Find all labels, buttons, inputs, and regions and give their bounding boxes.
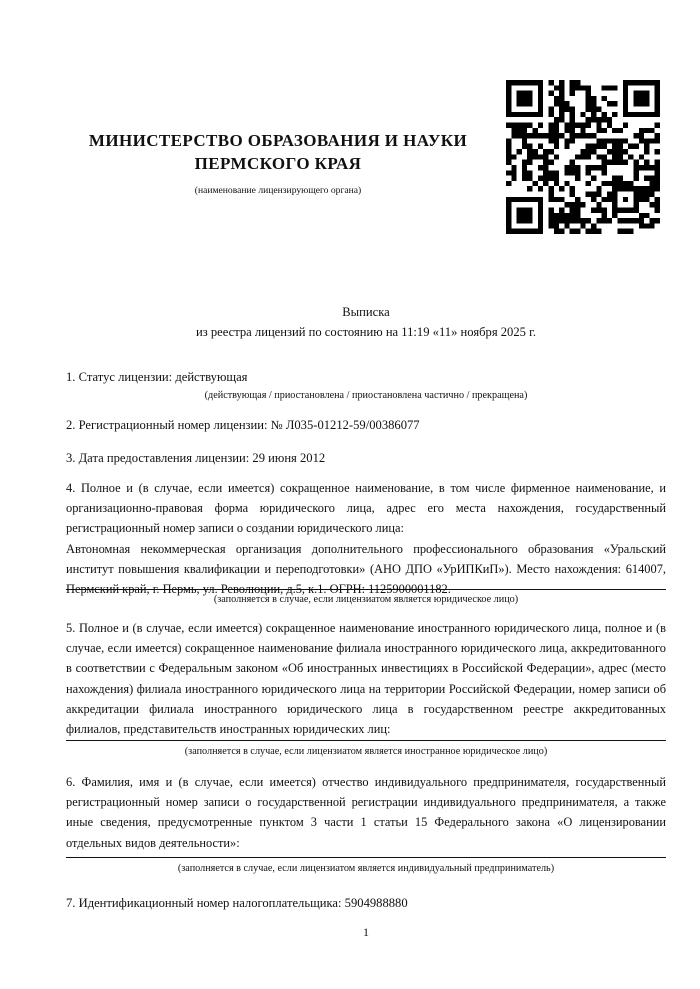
legal-entity-value: Автономная некоммерческая организация дополнительного профессионального образования «Уральский институт повышения квалификации и переподготовки» (АНО ДПО «УрИПКиП»). Место нахождения: 614007, Пермский край, г. Пермь, ул. Революции, д.5, к.1. ОГРН: 1125900001182. [66,541,666,597]
foreign-entity-fill-line [66,740,666,741]
entrepreneur-caption: (заполняется в случае, если лицензиатом является индивидуальный предприниматель) [177,863,555,874]
document-title [66,302,666,342]
ministry-header [58,129,498,175]
license-status-caption: (действующая / приостановлена / приостановлена частично / прекращена) [204,390,528,401]
ministry-name-line2: ПЕРМСКОГО КРАЯ [194,154,362,173]
legal-entity-fill-line [66,589,666,590]
ministry-header-caption: (наименование лицензирующего органа) [194,185,362,196]
registration-number-line: 2. Регистрационный номер лицензии: № Л035-01212-59/00386077 [66,418,420,432]
foreign-entity-section [66,618,666,739]
legal-entity-caption: (заполняется в случае, если лицензиатом является юридическое лицо) [213,594,519,605]
taxpayer-id-line: 7. Идентификационный номер налогоплательщика: 5904988880 [66,896,408,910]
qr-code-image [506,80,660,234]
grant-date-line: 3. Дата предоставления лицензии: 29 июня 2012 [66,451,326,465]
entrepreneur-section [66,772,666,853]
document-title-line1: Выписка [342,305,390,319]
license-status-line: 1. Статус лицензии: действующая [66,370,248,384]
page-number: 1 [363,925,369,939]
entrepreneur-label: 6. Фамилия, имя и (в случае, если имеется) отчество индивидуального предпринимателя, государственный регистрационный номер записи о государственной регистрации индивидуального предпринимателя, а также иные сведения, предусмотренные пунктом 3 части 1 статьи 15 Федерального закона «О лицензировании отдельных видов деятельности»: [66,775,666,850]
legal-entity-label: 4. Полное и (в случае, если имеется) сокращенное наименование, в том числе фирменное наименование, и организационно-правовая форма юридического лица, адрес его места нахождения, государственный регистрационный номер записи о создании юридического лица: [66,481,666,536]
qr-code [506,80,660,234]
ministry-name-line1: МИНИСТЕРСТВО ОБРАЗОВАНИЯ И НАУКИ [88,131,468,150]
entrepreneur-fill-line [66,857,666,858]
document-title-line2: из реестра лицензий по состоянию на 11:19 «11» ноября 2025 г. [195,325,536,339]
foreign-entity-label: 5. Полное и (в случае, если имеется) сокращенное наименование иностранного юридического лица, полное и (в случае, если имеется) сокращенное наименование филиала иностранного юридического лица, аккредитованного в соответствии с Федеральным законом «Об иностранных инвестициях в Российской Федерации», адрес (место нахождения) филиала иностранного юридического лица на территории Российской Федерации, номер записи об аккредитации филиала иностранного юридического лица в государственном реестре аккредитованных филиалов, представительств иностранных юридических лиц: [66,621,666,737]
foreign-entity-caption: (заполняется в случае, если лицензиатом является иностранное юридическое лицо) [184,746,548,757]
legal-entity-section [66,478,666,599]
